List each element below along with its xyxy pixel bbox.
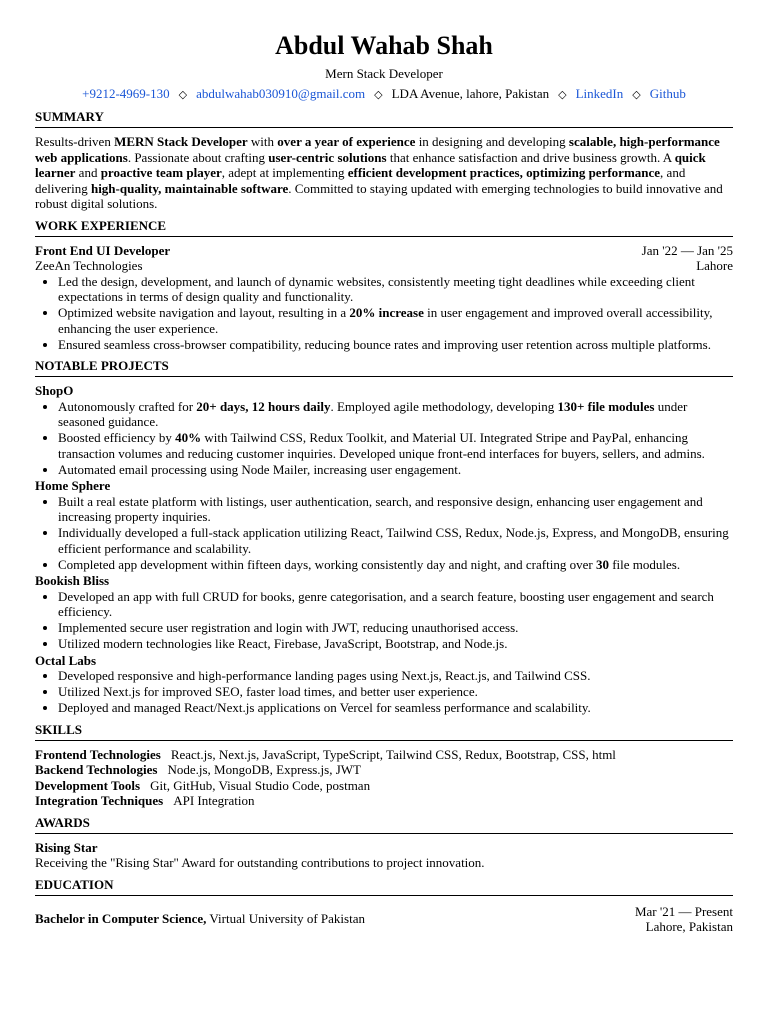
summary-highlight: scalable, high-performance web applications: [35, 134, 720, 165]
bullet-highlight: 20% increase: [349, 305, 424, 320]
education-heading: EDUCATION: [35, 877, 733, 896]
summary-text: . Passionate about crafting: [127, 149, 269, 165]
list-item: • Utilized modern technologies like React, Firebase, JavaScript, Bootstrap, and Node.js.: [58, 636, 733, 652]
summary-highlight: efficient development practices, optimizing performance: [347, 165, 661, 180]
education-entry: [35, 904, 733, 935]
education-location: Lahore, Pakistan: [645, 919, 733, 934]
resume-page: [35, 0, 733, 935]
award-description: Receiving the "Rising Star" Award for outstanding contributions to project innovation.: [35, 855, 485, 870]
job-location: Lahore: [696, 258, 733, 273]
projects-heading: NOTABLE PROJECTS: [35, 358, 733, 377]
skill-label: Frontend Technologies: [35, 746, 161, 762]
summary-highlight: over a year of experience: [277, 134, 416, 149]
education-meta: [635, 904, 733, 935]
summary-highlight: high-quality, maintainable software: [90, 180, 289, 196]
project-title-bookish-bliss: Bookish Bliss: [35, 573, 110, 588]
skill-row-backend: [35, 762, 733, 778]
bullet-text: in user engagement and improved overall accessibility, enhancing the user experience.: [58, 305, 713, 336]
list-item: • Led the design, development, and launch of dynamic websites, consistently meeting tight deadlines while exceeding client expectations in terms of design quality and functionality.: [58, 274, 733, 305]
bullet-highlight: 40%: [175, 430, 202, 445]
phone-link[interactable]: +9212-4969-130: [82, 86, 170, 101]
degree-name: Bachelor in Computer Science,: [35, 911, 207, 927]
skill-row-integration: [35, 793, 733, 809]
skill-value: Git, GitHub, Visual Studio Code, postman: [150, 777, 371, 793]
job-header-row: [35, 243, 733, 259]
skills-heading: SKILLS: [35, 722, 733, 741]
skill-row-frontend: [35, 747, 733, 763]
bullet-text: file modules.: [608, 556, 681, 572]
project-bullet-list: [35, 668, 733, 716]
contact-line: [35, 86, 733, 103]
list-item: • Automated email processing using Node Mailer, increasing user engagement.: [58, 462, 733, 478]
education-degree-line: [35, 911, 365, 927]
project-bullet-list: [35, 589, 733, 652]
education-dates: Mar '21 — Present: [634, 903, 733, 919]
summary-paragraph: [35, 134, 733, 212]
diamond-separator-icon: ◇: [632, 89, 641, 101]
bullet-text: Optimized website navigation and layout, resulting in a: [58, 305, 350, 320]
list-item: • Implemented secure user registration and login with JWT, reducing unauthorised access.: [58, 620, 733, 636]
list-item: • Developed responsive and high-performance landing pages using Next.js, React.js, and Tailwind CSS.: [58, 668, 733, 684]
skill-row-tools: [35, 778, 733, 794]
list-item: • Deployed and managed React/Next.js applications on Vercel for seamless performance and scalability.: [58, 700, 733, 716]
bullet-text: Completed app development within fifteen days, working consistently day and night, and crafting over: [58, 556, 596, 572]
project-bullet-list: [35, 494, 733, 573]
summary-text: with: [247, 134, 278, 149]
list-item: [58, 557, 733, 573]
bullet-text: Autonomously crafted for: [58, 398, 197, 414]
job-title: Front End UI Developer: [35, 242, 171, 258]
summary-highlight: quick learner: [35, 149, 706, 180]
award-name: Rising Star: [35, 839, 98, 855]
job-dates: Jan '22 — Jan '25: [641, 242, 733, 258]
summary-highlight: user-centric solutions: [268, 149, 387, 165]
summary-text: and: [75, 165, 101, 180]
list-item: • Individually developed a full-stack application utilizing React, Tailwind CSS, Redux, Node.js, Express, and MongoDB, ensuring efficient performance and scalability.: [58, 525, 733, 556]
project-title-home-sphere: Home Sphere: [35, 478, 111, 493]
school-name: Virtual University of Pakistan: [206, 911, 365, 927]
summary-text: that enhance satisfaction and drive business growth. A: [386, 149, 675, 165]
bullet-highlight: 20+ days, 12 hours daily: [196, 398, 331, 414]
list-item: • Developed an app with full CRUD for books, genre categorisation, and a search feature, boosting user engagement and search efficiency.: [58, 589, 733, 620]
summary-text: . Committed to staying updated with emerging technologies to build innovative and robust digital solutions.: [35, 180, 723, 211]
bullet-text: with Tailwind CSS, Redux Toolkit, and Material UI. Integrated Stripe and PayPal, enhancing transaction volumes and reducing customer inquiries. Developed unique front-end interfaces for buyers, sellers, and admins.: [58, 430, 705, 461]
diamond-separator-icon: ◇: [374, 89, 383, 101]
list-item: • Built a real estate platform with listings, user authentication, search, and responsive design, enhancing user engagement and increasing property inquiries.: [58, 494, 733, 525]
list-item: [58, 305, 733, 336]
awards-heading: AWARDS: [35, 815, 733, 834]
github-link[interactable]: Github: [649, 86, 686, 101]
summary-highlight: MERN Stack Developer: [114, 134, 248, 149]
skill-label: Integration Techniques: [35, 793, 164, 808]
company-name: ZeeAn Technologies: [35, 258, 143, 273]
candidate-role: Mern Stack Developer: [325, 66, 443, 81]
diamond-separator-icon: ◇: [178, 89, 188, 101]
list-item: [58, 399, 733, 430]
summary-text: in designing and developing: [415, 134, 569, 149]
diamond-separator-icon: ◇: [558, 89, 567, 101]
summary-text: , and delivering: [35, 165, 686, 196]
skill-label: Backend Technologies: [35, 762, 158, 777]
project-title-shopo: ShopO: [35, 383, 74, 398]
project-title-octal-labs: Octal Labs: [35, 652, 97, 668]
bullet-highlight: 30: [595, 556, 609, 572]
skill-label: Development Tools: [35, 777, 141, 793]
list-item: • Utilized Next.js for improved SEO, faster load times, and better user experience.: [58, 684, 733, 700]
bullet-text: under seasoned guidance.: [58, 398, 688, 429]
job-bullet-list: [35, 274, 733, 353]
skill-value: API Integration: [173, 793, 255, 808]
bullet-highlight: 130+ file modules: [557, 398, 655, 414]
address-text: LDA Avenue, lahore, Pakistan: [391, 86, 550, 101]
summary-text: , adept at implementing: [221, 165, 348, 180]
list-item: • Ensured seamless cross-browser compatibility, reducing bounce rates and improving user retention across multiple platforms.: [58, 337, 733, 353]
skill-value: React.js, Next.js, JavaScript, TypeScript, Tailwind CSS, Redux, Bootstrap, CSS, html: [170, 746, 616, 762]
summary-highlight: proactive team player: [100, 165, 222, 180]
job-company-row: [35, 258, 733, 274]
email-link[interactable]: abdulwahab030910@gmail.com: [196, 86, 366, 101]
candidate-name: Abdul Wahab Shah: [275, 31, 493, 60]
linkedin-link[interactable]: LinkedIn: [575, 86, 624, 101]
summary-text: Results-driven: [35, 134, 115, 149]
summary-heading: SUMMARY: [35, 109, 733, 128]
project-bullet-list: [35, 399, 733, 478]
bullet-text: Boosted efficiency by: [58, 430, 176, 445]
bullet-text: . Employed agile methodology, developing: [330, 398, 558, 414]
work-experience-heading: WORK EXPERIENCE: [35, 218, 733, 237]
skill-value: Node.js, MongoDB, Express.js, JWT: [167, 762, 361, 777]
list-item: [58, 430, 733, 461]
